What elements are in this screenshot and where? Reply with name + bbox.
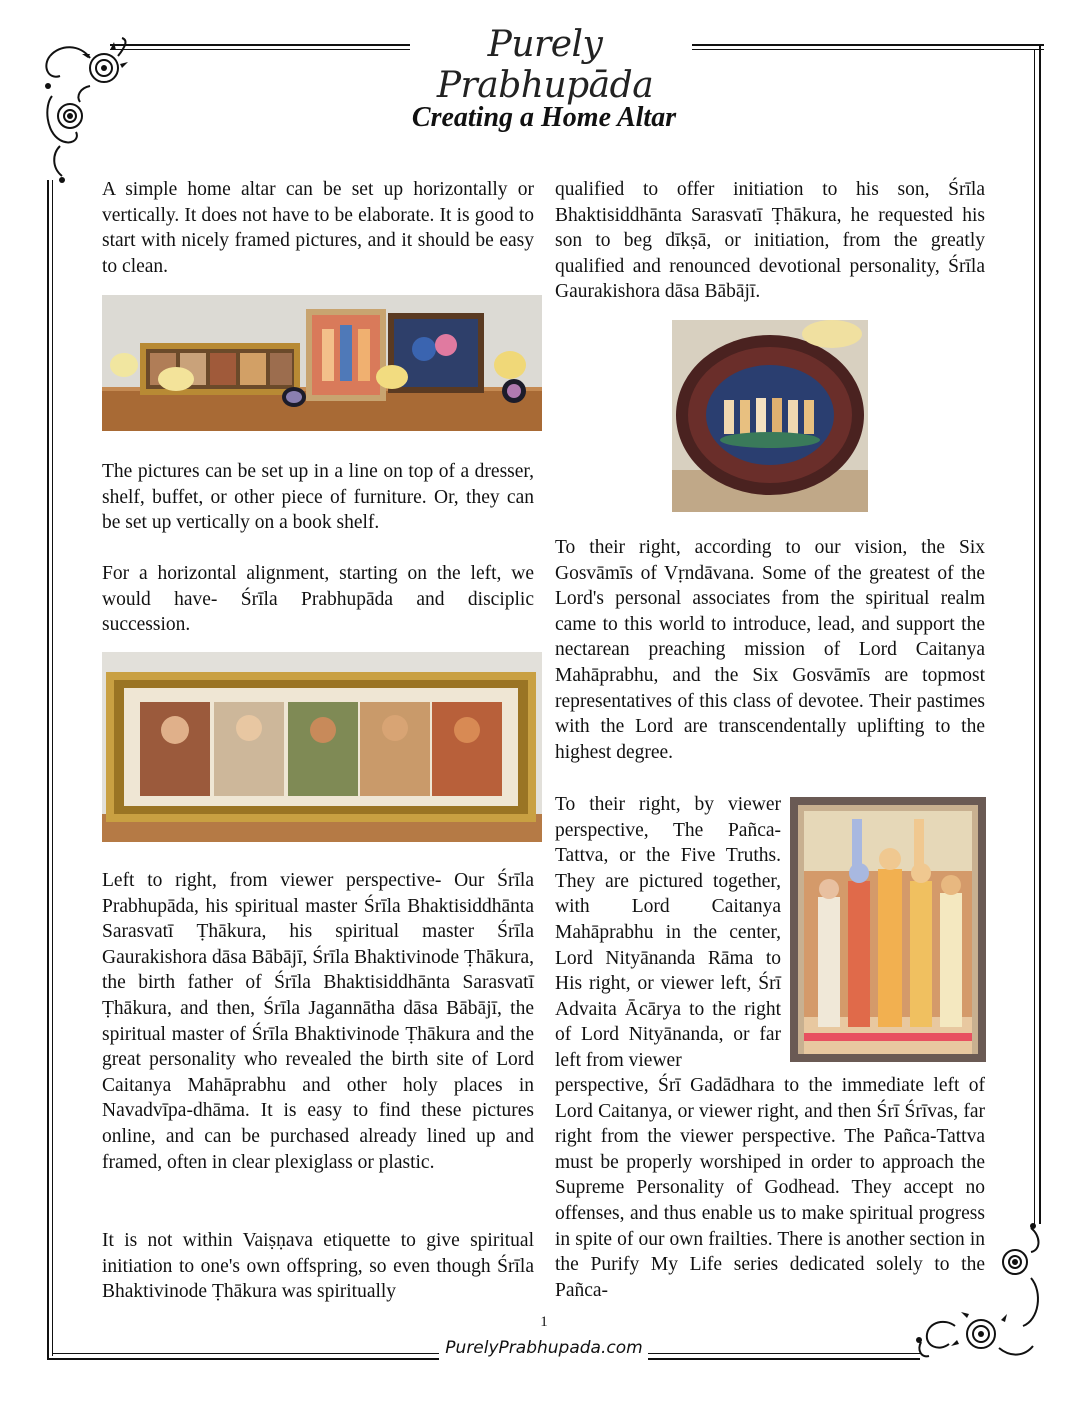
six-gosvamis-photo (672, 320, 868, 512)
frame-bottom-line-right (648, 1358, 920, 1360)
frame-top-line-right (692, 44, 1044, 46)
right-paragraph-1: qualified to offer initiation to his son, Śrīla Bhaktisiddhānta Sarasvatī Ṭhākura, he requested his son to beg dīkṣā, or initiation, from the greatly qualified and renounced devotional personality, Śrīla Gaurakishora dāsa Bābājī. (555, 179, 985, 303)
frame-top-line-right-2 (692, 49, 1044, 50)
page-number: 1 (540, 1314, 548, 1330)
left-paragraph-5: It is not within Vaiṣṇava etiquette to give spiritual initiation to one's own offspring, so even though Śrīla Bhaktivinode Ṭhākura was spiritually (102, 1230, 534, 1303)
brand-title: Purely Prabhupāda (436, 24, 654, 106)
frame-left-line (47, 180, 49, 1360)
frame-top-line-2 (110, 49, 410, 50)
frame-left-line-2 (52, 180, 53, 1356)
page-title: Creating a Home Altar (411, 102, 677, 133)
left-paragraph-3: For a horizontal alignment, starting on the left, we would have- Śrīla Prabhupāda and disciplic succession. (102, 563, 534, 636)
home-altar-photo (102, 295, 542, 431)
panca-tattva-photo (790, 797, 986, 1062)
left-paragraph-2: The pictures can be set up in a line on top of a dresser, shelf, buffet, or other piece of furniture. Or, they can be set up vertically on a book shelf. (102, 461, 534, 534)
left-paragraph-1: A simple home altar can be set up horizontally or vertically. It does not have to be elaborate. It is good to start with nicely framed pictures, and it should be easy to clean. (102, 179, 534, 277)
right-paragraph-3: To their right, by viewer perspective, The Pañca-Tattva, or the Five Truths. They are pictured together, with Lord Caitanya Mahāprabhu in the center, Lord Nityānanda Rāma to His right, or viewer left, Śrī Advaita Ācārya to the right of Lord Nityānanda, or far left from viewer (555, 794, 781, 1071)
frame-top-line (110, 44, 410, 46)
disciplic-succession-photo (102, 652, 542, 842)
right-paragraph-4: perspective, Śrī Gadādhara to the immediate left of Lord Caitanya, or viewer right, and then Śrī Śrīvas, far right from the viewer perspective. The Pañca-Tattva must be properly worshiped in order to approach the Supreme Personality of Godhead. They accept no offenses, and thus enable us to make spiritual progress in spite of our own frailties. There is another section in the Purify My Life series dedicated solely to the Pañca- (555, 1075, 985, 1301)
frame-right-line (1039, 44, 1041, 1224)
left-paragraph-4: Left to right, from viewer perspective- Our Śrīla Prabhupāda, his spiritual master Śrīla Bhaktisiddhānta Sarasvatī Ṭhākura, his spiritual master Śrīla Gaurakishora dāsa Bābājī, Śrīla Bhaktivinode Ṭhākura, the birth father of Śrīla Bhaktisiddhānta Sarasvatī Ṭhākura, and then, Śrīla Jagannātha dāsa Bābājī, the spiritual master of Śrīla Bhaktivinode Ṭhākura and the great personality who revealed the birth site of Lord Caitanya Mahāprabhu and other holy places in Navadvīpa-dhāma. It is easy to find these pictures online, and can be purchased already lined up and framed, often in clear plexiglass or plastic. (102, 870, 534, 1173)
frame-right-line-2 (1034, 49, 1035, 1224)
frame-bottom-line (47, 1358, 439, 1360)
right-paragraph-2: To their right, according to our vision, the Six Gosvāmīs of Vṛndāvana. Some of the greatest of the Lord's personal associates from the spiritual realm came to this world to introduce, lead, and support the nectarean preaching mission of Lord Caitanya Mahāprabhu, and the Six Gosvāmīs are topmost representatives of this class of devotee. Their pastimes with the Lord are transcendentally uplifting to the highest degree. (555, 537, 985, 763)
footer-website[interactable]: PurelyPrabhupada.com (445, 1338, 643, 1358)
